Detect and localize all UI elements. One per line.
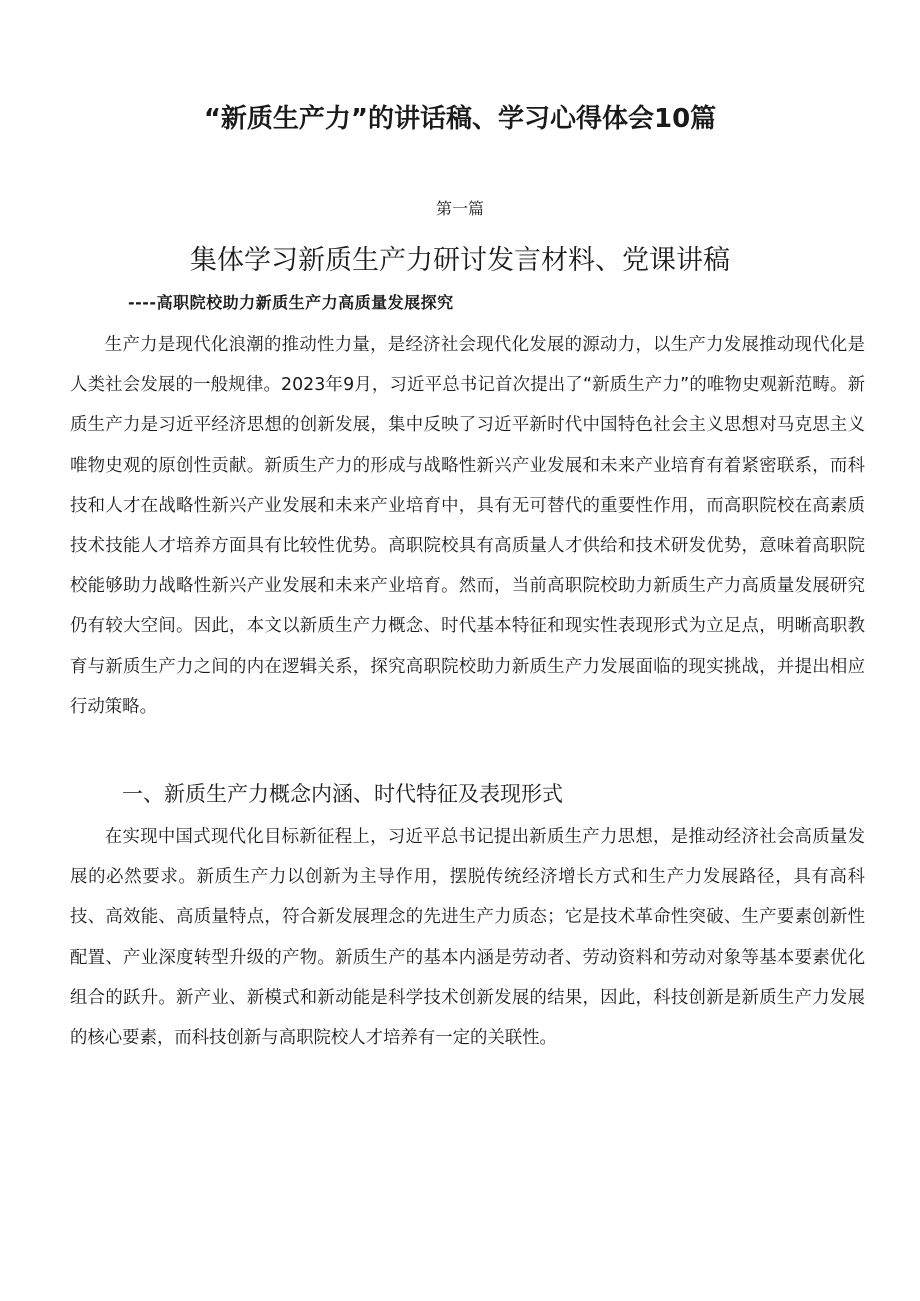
body-paragraph: 在实现中国式现代化目标新征程上，习近平总书记提出新质生产力思想，是推动经济社会高质量发展的必然要求。新质生产力以创新为主导作用，摆脱传统经济增长方式和生产力发展路径，具有高科技、高效能、高质量特点，符合新发展理念的先进生产力质态；它是技术革命性突破、生产要素创新性配置、产业深度转型升级的产物。新质生产的基本内涵是劳动者、劳动资料和劳动对象等基本要素优化组合的跃升。新产业、新模式和新动能是科学技术创新发展的结果，因此，科技创新是新质生产力发展的核心要素，而科技创新与高职院校人才培养有一定的关联性。 [70, 827, 865, 1049]
body-paragraph: 生产力是现代化浪潮的推动性力量，是经济社会现代化发展的源动力，以生产力发展推动现代化是人类社会发展的一般规律。2023年9月，习近平总书记首次提出了“新质生产力”的唯物史观新范畴。新质生产力是习近平经济思想的创新发展，集中反映了习近平新时代中国特色社会主义思想对马克思主义唯物史观的原创性贡献。新质生产力的形成与战略性新兴产业发展和未来产业培育有着紧密联系，而科技和人才在战略性新兴产业发展和未来产业培育中，具有无可替代的重要性作用，而高职院校在高素质技术技能人才培养方面具有比较性优势。高职院校具有高质量人才供给和技术研发优势，意味着高职院校能够助力战略性新兴产业发展和未来产业培育。然而，当前高职院校助力新质生产力高质量发展研究仍有较大空间。因此，本文以新质生产力概念、时代基本特征和现实性表现形式为立足点，明晰高职教育与新质生产力之间的内在逻辑关系，探究高职院校助力新质生产力发展面临的现实挑战，并提出相应行动策略。 [70, 335, 865, 717]
part-label: 第一篇 [435, 199, 484, 218]
section-title: 集体学习新质生产力研讨发言材料、党课讲稿 [190, 245, 730, 276]
document-title: “新质生产力”的讲话稿、学习心得体会10篇 [203, 104, 717, 134]
section-heading: 一、新质生产力概念内涵、时代特征及表现形式 [122, 782, 563, 806]
subtitle: ----高职院校助力新质生产力高质量发展探究 [128, 293, 454, 312]
